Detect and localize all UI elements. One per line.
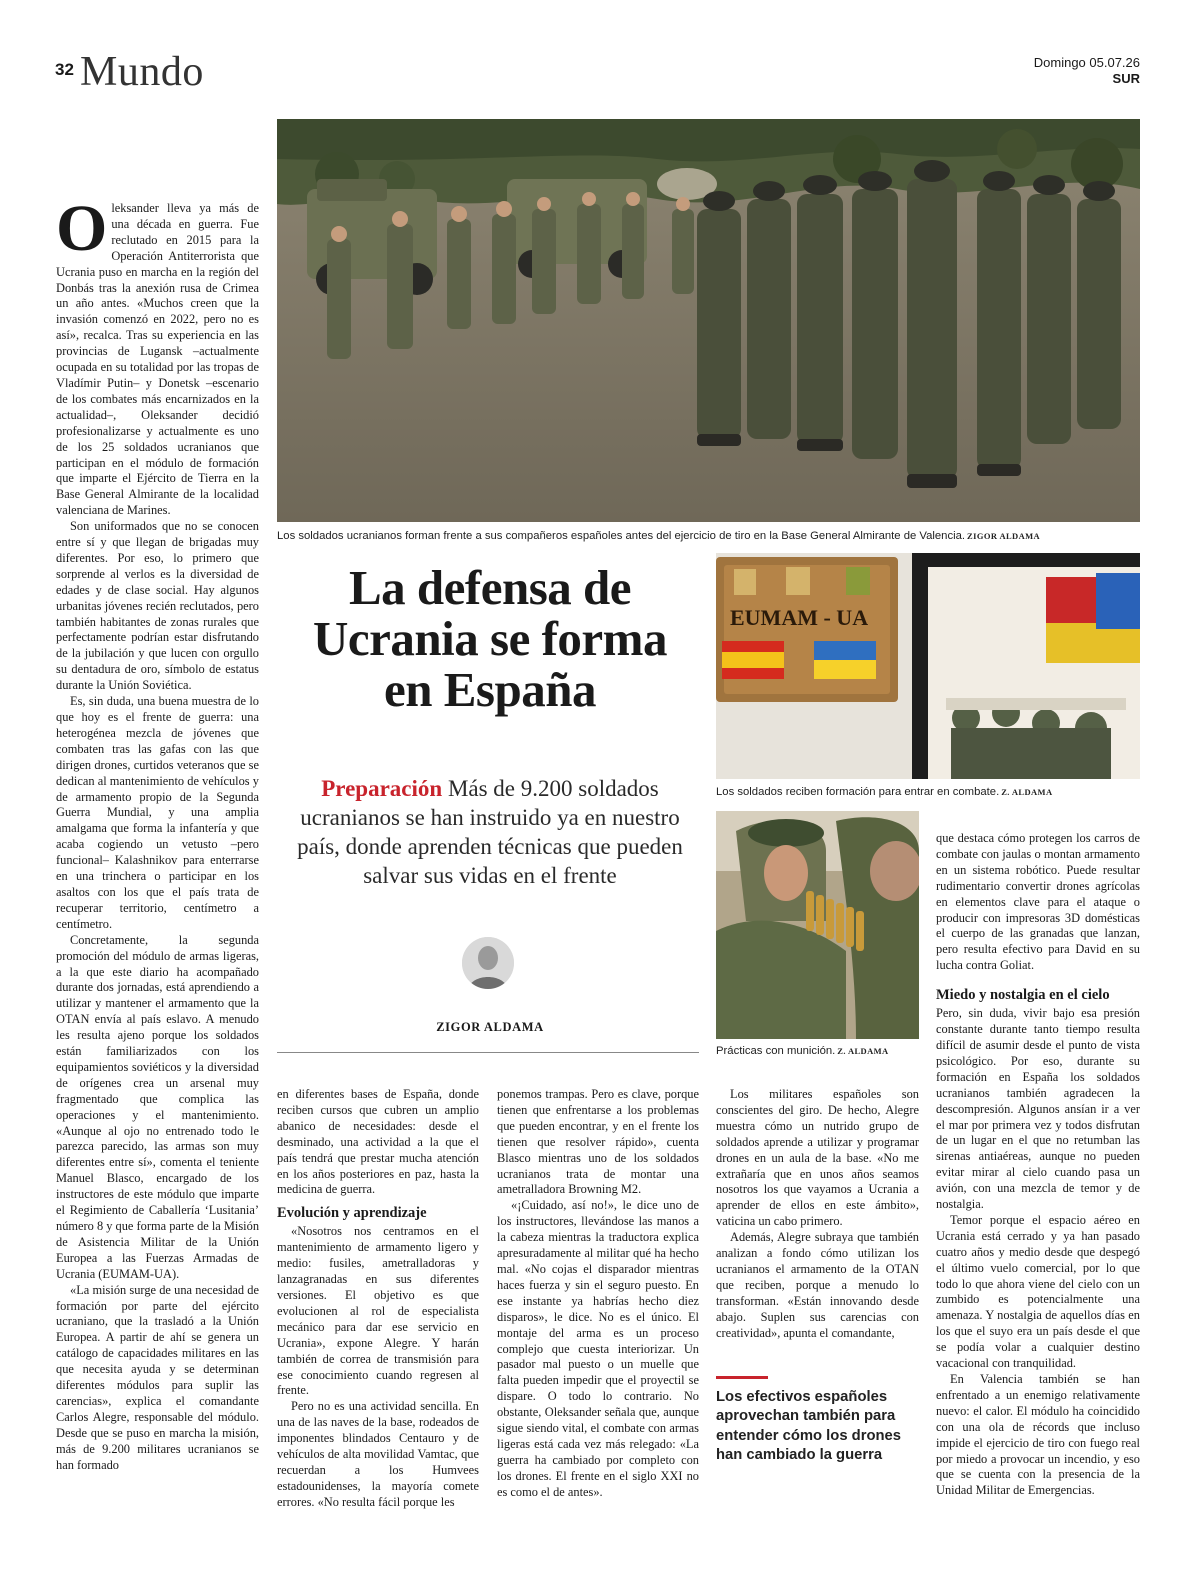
kicker: Preparación [321, 776, 443, 801]
ammo-photo [716, 811, 919, 1039]
paragraph: Es, sin duda, una buena muestra de lo que hoy es el frente de guerra: una heterogénea mezcla de jóvenes que combaten tras las gafas con las que dirigen drones, curtidos veteranos que se dedican al mantenimiento de vehículos y de armamento propio de la Segunda Guerra Mundial, y una amplia amalgama que forma la infantería y que acaba cogiendo un vetusto –pero funcional– Kalashnikov para enterrarse en una trinchera o participar en los asaltos con los que el país trata de recuperar territorio, centímetro a centímetro. [56, 694, 259, 931]
paragraph: Pero no es una actividad sencilla. En una de las naves de la base, rodeados de imponentes blindados Centauro y de vehículos de alta movilidad Vamtac, que recuerdan a los Humvees estadounidenses, la mayoría comete errores. «No resulta fácil porque les [277, 1399, 479, 1509]
article-column-1 [56, 192, 260, 1474]
main-photo-caption [277, 529, 1140, 543]
photo-credit: Z. ALDAMA [1001, 787, 1053, 797]
deck [290, 774, 690, 890]
article-column-4 [716, 1087, 919, 1342]
photo-credit: ZIGOR ALDAMA [967, 531, 1041, 541]
page-number: 32 [55, 60, 74, 79]
main-photo [277, 119, 1140, 522]
article-column-2 [277, 1087, 479, 1511]
author-avatar [462, 937, 514, 989]
paragraph: «¡Cuidado, así no!», le dice uno de los instructores, llevándose las manos a la cabeza mientras la traductora explica apresuradamente al militar qué ha hecho mal. «No cojas el disparador mientras haces fuerza y sin el seguro puesto. En ese instante ya habrías hecho diez disparos», le dice. No es el único. El montaje del arma es un proceso complejo que cuesta interiorizar. Un pasador mal puesto o un muelle que falta pueden impedir que el proyectil se dispare. O todo lo contrario. No obstante, Oleksander señala que, aunque sigue siendo vital, el combate con armas ligeras está cada vez más relegado: «La guerra ha cambiado por completo con los drones. El frente en el siglo XXI no es como el de antes». [497, 1198, 699, 1499]
classroom-photo [716, 553, 1140, 779]
caption-text: Los soldados ucranianos forman frente a sus compañeros españoles antes del ejercicio de tiro en la Base General Almirante de Valencia. [277, 530, 966, 542]
pullquote: Los efectivos españoles aprovechan también para entender cómo los drones han cambiado la guerra [716, 1389, 901, 1463]
headline: La defensa de Ucrania se forma en España [313, 560, 667, 717]
drop-cap: O [56, 192, 108, 265]
photo-credit: Z. ALDAMA [837, 1046, 889, 1056]
subheading: Evolución y aprendizaje [277, 1205, 427, 1222]
paragraph: Los militares españoles son conscientes del giro. De hecho, Alegre muestra cómo un nutrido grupo de soldados aprende a utilizar y programar drones en un aula de la base. «No me extrañaría que en unos años seamos nosotros los que vayamos a Ucrania a aprender de ellos en este ámbito», vaticina un cabo primero. [716, 1087, 919, 1229]
issue-date: Domingo 05.07.26 [1033, 55, 1140, 70]
article-column-5 [936, 831, 1140, 1499]
deck-text: Más de 9.200 soldados ucranianos se han instruido ya en nuestro país, donde aprenden técnicas que pueden salvar sus vidas en el frente [297, 776, 683, 888]
paragraph: Temor porque el espacio aéreo en Ucrania está cerrado y ya han pasado cuatro años y medio desde que despegó el último vuelo comercial, por lo que todo lo que ahora viene del cielo con un zumbido es potencialmente una amenaza. Y nostalgia de aquellos días en los que el suyo era un país desde el que se podía volar a cualquier destino vacacional con tranquilidad. [936, 1212, 1140, 1371]
sign-text: EUMAM - UA [730, 605, 869, 630]
byline: ZIGOR ALDAMA [436, 1020, 544, 1034]
classroom-caption [716, 785, 1140, 799]
dateline [1034, 55, 1140, 87]
headline-rule [277, 1052, 699, 1053]
section-title: Mundo [80, 49, 204, 95]
paragraph: en diferentes bases de España, donde reciben cursos que cubren un amplio abanico de necesidades: desde el desminado, una actividad a la que el país tendrá que prestar mucha atención en los años posteriores en paz, hasta la medicina de guerra. [277, 1087, 479, 1197]
paragraph: «Nosotros nos centramos en el mantenimiento de armamento ligero y medio: fusiles, ametralladoras y lanzagranadas en sus diferentes versiones. El objetivo es que evolucionen al rol de especialista mecánico para dar ese servicio en Ucrania», expone Alegre. Y harán también de correa de transmisión para ese conocimiento cuando regresen al frente. [277, 1224, 479, 1398]
pullquote-accent [716, 1376, 768, 1379]
subheading: Miedo y nostalgia en el cielo [936, 987, 1110, 1004]
paragraph: que destaca cómo protegen los carros de combate con jaulas o montan armamento en un sistema robótico. Puede resultar rudimentario convertir drones agrícolas en elementos clave para el ataque o producir con impresoras 3D domésticas el cuerpo de las granadas que lanzan, pero resulta efectivo para David en su lucha contra Goliat. [936, 831, 1140, 973]
paragraph: Concretamente, la segunda promoción del módulo de armas ligeras, a la que este diario ha acompañado durante dos jornadas, está aprendiendo a utilizar y mantener el armamento que la OTAN envía al país eslavo. A menudo les resulta ajeno porque los soldados están familiarizados con los equipamientos soviéticos y la diversidad de orígenes crea un arsenal muy fragmentado que complica las operaciones y el mantenimiento. «Aunque al ojo no entrenado todo le parezca parecido, las armas son muy diferentes entre sí», comenta el teniente Manuel Blasco, encargado de los instructores de este módulo que imparte el Regimiento de Caballería ‘Lusitania’ número 8 y que forma parte de la Misión de Asistencia Militar de la Unión Europea a las Fuerzas Armadas de Ucrania (EUMAM-UA). [56, 932, 260, 1281]
paragraph: Pero, sin duda, vivir bajo esa presión constante durante tanto tiempo resulta difícil de asumir desde el punto de vista psicológico. Por eso, durante su formación en España los soldados ucranianos también agradecen la descompresión. Algunos ansían ir a ver el mar por primera vez y todos disfrutan de un lugar en el que no retumban las sirenas antiaéreas, aunque no pueden evitar mirar al cielo cuando pasa un avión, con una mezcla de temor y de nostalgia. [936, 1006, 1140, 1212]
paragraph: Además, Alegre subraya que también analizan a fondo cómo utilizan los ucranianos el armamento de la OTAN que reciben, porque a menudo lo transforman. «Están innovando desde abajo. Suplen sus carencias con creatividad», apunta el comandante, [716, 1230, 919, 1340]
paragraph: En Valencia también se han enfrentado a un enemigo relativamente nuevo: el calor. El módulo ha coincidido con una ola de récords que incluso impide el ejercicio de tiro con fuego real por miedo a provocar un incendio, y eso que se cuenta con la presencia de la Unidad Militar de Emergencias. [936, 1372, 1140, 1498]
ammo-caption [716, 1044, 919, 1058]
paragraph: leksander lleva ya más de una década en guerra. Fue reclutado en 2015 para la Operación Antiterrorista que Ucrania puso en marcha en la región del Donbás tras la anexión rusa de Crimea un año antes. «Muchos creen que la invasión comenzó en 2022, pero no es así», recalca. Tras su experiencia en las provincias de Lugansk –actualmente ocupada en su totalidad por las tropas de Vladímir Putin– y Donetsk –escenario de los combates más encarnizados en la actualidad–, Oleksander decidió profesionalizarse y actualmente es uno de los 25 soldados ucranianos que participan en el módulo de formación que imparte el Ejército de Tierra en la Base General Almirante de la localidad valenciana de Marines. [56, 201, 259, 518]
caption-text: Los soldados reciben formación para entrar en combate. [716, 786, 1000, 798]
paragraph: ponemos trampas. Pero es clave, porque tienen que enfrentarse a los problemas que pueden encontrar, y en el frente los tienen que resolver rápido», cuenta Blasco mientras uno de los soldados ucranianos trata de montar una ametralladora Browning M2. [497, 1087, 699, 1197]
article-column-3 [497, 1087, 699, 1501]
paragraph: Son uniformados que no se conocen entre sí y que llegan de brigadas muy diferentes. Por eso, lo primero que sorprende al verlos es la diversidad de edades y de clase social. Hay algunos urbanitas jóvenes recién reclutados, pero también habitantes de zonas rurales que perfectamente podrían estar disfrutando de la jubilación y que lucen con orgullo su dentadura de oro, símbolo de estatus durante la Unión Soviética. [56, 519, 259, 693]
caption-text: Prácticas con munición. [716, 1045, 836, 1057]
publication-name: SUR [1112, 71, 1140, 86]
paragraph: «La misión surge de una necesidad de formación por parte del ejército ucraniano, que la trasladó a la Unión Europea. A partir de ahí se genera un catálogo de capacidades militares en las que necesita ayuda y se determinan diferentes módulos para suplir las carencias», explica el comandante Carlos Alegre, responsable del módulo. Desde que se puso en marcha la misión, más de 9.200 militares ucranianos se han formado [56, 1282, 259, 1472]
